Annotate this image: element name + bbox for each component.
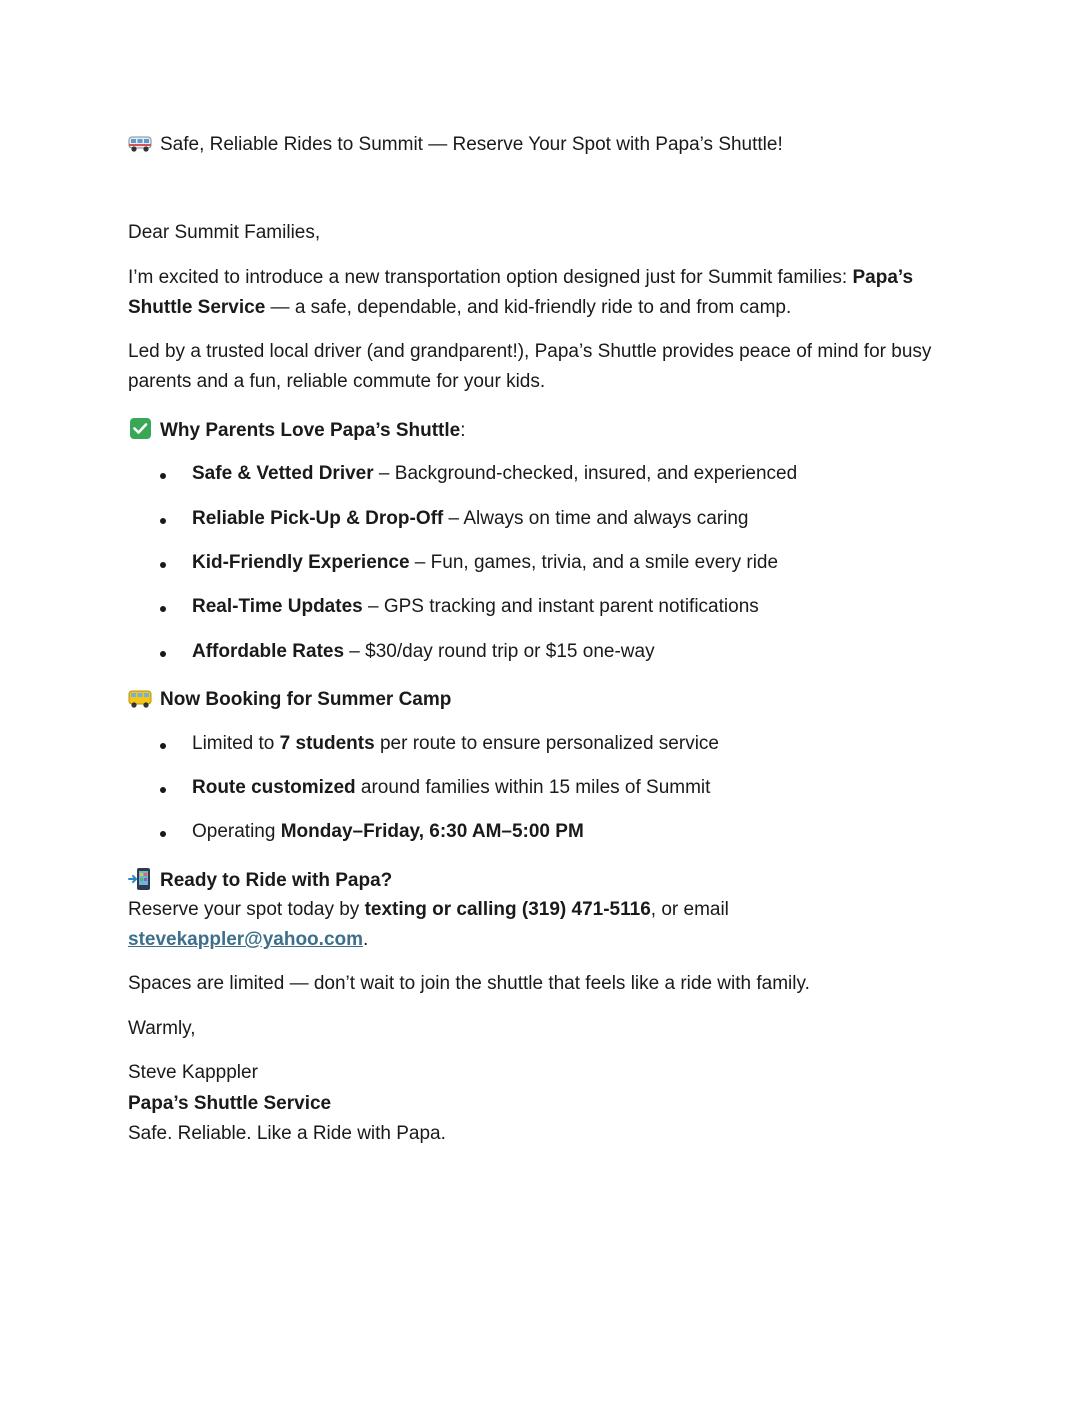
reserve-phone: texting or calling (319) 471-5116	[364, 899, 651, 920]
booking-section-heading	[128, 687, 451, 712]
bullet-dot	[160, 787, 166, 793]
list-item-bold: Reliable Pick-Up & Drop-Off	[192, 508, 444, 529]
list-item-bold: Monday–Friday, 6:30 AM–5:00 PM	[280, 821, 584, 842]
list-item	[192, 595, 759, 619]
signature-business-text: Papa’s Shuttle Service	[128, 1093, 332, 1114]
bullet-dot	[160, 651, 166, 657]
signature-business	[128, 1092, 331, 1116]
list-item-text: Limited to	[192, 733, 280, 754]
list-item-text: Operating	[192, 821, 281, 842]
list-item-bold: 7 students	[279, 733, 375, 754]
list-item	[192, 640, 655, 664]
list-item-text: – GPS tracking and instant parent notifications	[362, 596, 759, 617]
list-item	[192, 507, 748, 531]
bus-icon	[128, 687, 152, 709]
signoff: Warmly,	[128, 1018, 196, 1039]
list-item-text: – Fun, games, trivia, and a smile every ride	[409, 552, 779, 573]
list-item-bold: Kid-Friendly Experience	[192, 552, 410, 573]
closing-line: Spaces are limited — don’t wait to join the shuttle that feels like a ride with family.	[128, 973, 810, 994]
why-section-colon: :	[460, 420, 466, 441]
ready-section-heading	[128, 868, 392, 893]
list-item	[192, 776, 710, 800]
list-item-text: – Background-checked, insured, and experienced	[373, 463, 798, 484]
reserve-text-post: , or email	[650, 899, 729, 920]
reserve-text: Reserve your spot today by	[128, 899, 365, 920]
check-mark-box-icon	[128, 418, 152, 440]
list-item-text: around families within 15 miles of Summit	[355, 777, 711, 798]
booking-section-title: Now Booking for Summer Camp	[160, 689, 452, 710]
led-by-paragraph: Led by a trusted local driver (and grandparent!), Papa’s Shuttle provides peace of mind for busy parents and a fun, reliable commute for your kids.	[128, 341, 932, 392]
list-item-bold: Safe & Vetted Driver	[192, 463, 374, 484]
headline	[128, 132, 783, 157]
intro-text-2: — a safe, dependable, and kid-friendly ride to and from camp.	[265, 297, 792, 318]
list-item-text: – Always on time and always caring	[443, 508, 749, 529]
intro-business-name: Papa’s Shuttle Service	[128, 267, 914, 318]
bullet-dot	[160, 606, 166, 612]
bullet-dot	[160, 473, 166, 479]
intro-text-1: I’m excited to introduce a new transportation option designed just for Summit families:	[128, 267, 853, 288]
ready-section-title: Ready to Ride with Papa?	[160, 870, 393, 891]
list-item-bold: Affordable Rates	[192, 641, 345, 662]
why-section-heading	[128, 418, 466, 443]
signature-tagline: Safe. Reliable. Like a Ride with Papa.	[128, 1123, 446, 1144]
list-item-bold: Real-Time Updates	[192, 596, 363, 617]
shuttle-van-icon	[128, 132, 152, 154]
list-item	[192, 732, 719, 756]
greeting: Dear Summit Families,	[128, 222, 321, 243]
headline-text: Safe, Reliable Rides to Summit — Reserve Your Spot with Papa’s Shuttle!	[160, 134, 783, 155]
bullet-dot	[160, 743, 166, 749]
email-link[interactable]: stevekappler@yahoo.com	[128, 929, 364, 950]
signature-name: Steve Kapppler	[128, 1062, 258, 1083]
phone-arrow-icon	[128, 868, 152, 890]
list-item-text: per route to ensure personalized service	[374, 733, 719, 754]
why-section-title: Why Parents Love Papa’s Shuttle	[160, 420, 461, 441]
email-period: .	[363, 929, 369, 950]
list-item-text: – $30/day round trip or $15 one-way	[344, 641, 655, 662]
bullet-dot	[160, 831, 166, 837]
list-item-bold: Route customized	[192, 777, 356, 798]
bullet-dot	[160, 518, 166, 524]
reserve-paragraph	[128, 895, 958, 955]
list-item	[192, 551, 778, 575]
list-item	[192, 820, 584, 844]
list-item	[192, 462, 797, 486]
intro-paragraph	[128, 263, 958, 323]
bullet-dot	[160, 562, 166, 568]
